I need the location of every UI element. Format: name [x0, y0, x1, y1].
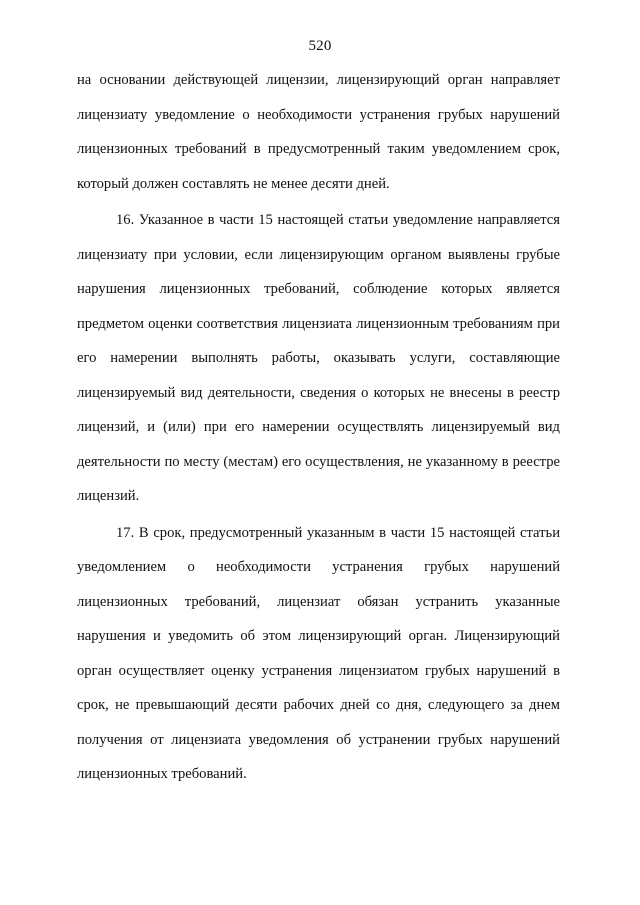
paragraph-17: 17. В срок, предусмотренный указанным в части 15 настоящей статьи уведомлением о необходимости устранения грубых нарушений лицензионных требований, лицензиат обязан устранить указанные нарушения и уведомить об этом лицензирующий орган. Лицензирующий орган осуществляет оценку устранения лицензиатом грубых нарушений в срок, не превышающий десяти рабочих дней со дня, следующего за днем получения от лицензиата уведомления об устранении грубых нарушений лицензионных требований.	[77, 524, 560, 782]
paragraph-16: 16. Указанное в части 15 настоящей статьи уведомление направляется лицензиату при условии, если лицензирующим органом выявлены грубые нарушения лицензионных требований, соблюдение которых является предметом оценки соответствия лицензиата лицензионным требованиям при его намерении выполнять работы, оказывать услуги, составляющие лицензируемый вид деятельности, сведения о которых не внесены в реестр лицензий, и (или) при его намерении осуществлять лицензируемый вид деятельности по месту (местам) его осуществления, не указанному в реестре лицензий.	[77, 212, 560, 504]
document-body	[77, 63, 560, 792]
paragraph-continuation: на основании действующей лицензии, лицензирующий орган направляет лицензиату уведомление о необходимости устранения грубых нарушений лицензионных требований в предусмотренный таким уведомлением срок, который должен составлять не менее десяти дней.	[77, 72, 560, 192]
page-number: 520	[308, 38, 332, 54]
